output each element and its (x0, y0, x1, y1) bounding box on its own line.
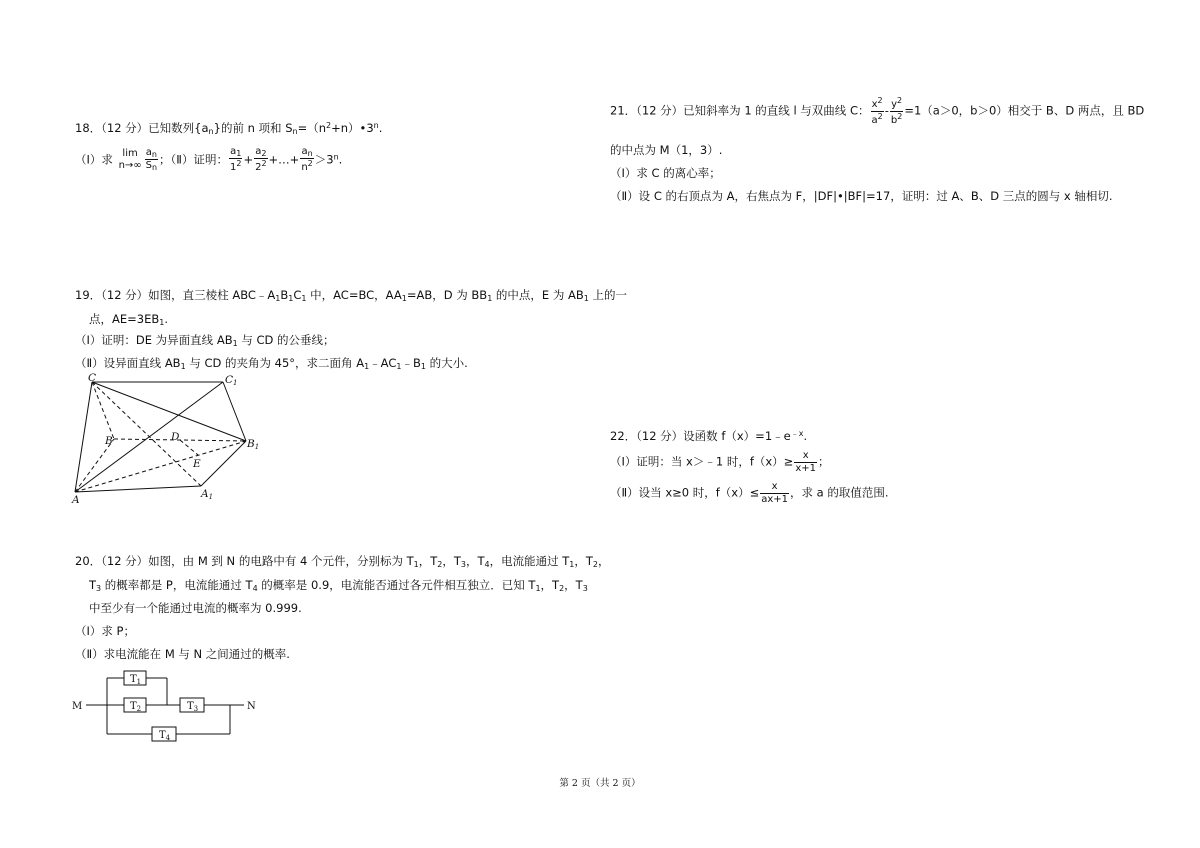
label-N: N (247, 701, 256, 712)
question-22-line-1: 22．（12 分）设函数 $f(x)=1﹣e^{﹣x}$. (610, 429, 808, 443)
fraction-x-over-ax-plus-1: $\frac{x}{ax+1}$ (761, 481, 789, 505)
question-21-line-1: 21．（12 分）已知斜率为 1 的直线 l 与双曲线 C： $\frac{x^2}{a^2}$ - $\frac{y^2}{b^2}$ =1（a＞0，b＞0）相交于 B、D 两点，且 BD (610, 96, 1145, 126)
fraction-x2-a2: $\frac{x^2}{a^2}$ (871, 96, 883, 126)
label-C1: C1 (225, 374, 238, 387)
question-21-part-1: （Ⅰ）求 C 的离心率； (610, 166, 721, 180)
fraction-x-over-x-plus-1: $\frac{x}{x+1}$ (795, 450, 816, 474)
question-19-part-2: （Ⅱ）设异面直线 $AB_1$ 与 CD 的夹角为 45°，求二面角 $A_1﹣AC_1﹣B_1$ 的大小. (75, 356, 468, 371)
question-20-line-1: 20．（12 分）如图，由 M 到 N 的电路中有 4 个元件，分别标为 $T_1$，$T_2$，$T_3$，$T_4$，电流能通过 $T_1$，$T_2$， (75, 554, 610, 569)
label-T3: $T_3$ (187, 701, 199, 713)
label-B1: B1 (247, 438, 260, 451)
fraction-an-over-sn: $\frac{a_n}{S_n}$ (145, 147, 158, 173)
fraction-term-1: $\frac{a_1}{1^2}$ (229, 146, 242, 174)
page-footer: 第 2 页（共 2 页） (559, 778, 641, 789)
question-18-parts: （Ⅰ）求 lim n→∞ $\frac{a_n}{S_n}$ ；（Ⅱ）证明： $\frac{a_1}{1^2}$ + $\frac{a_2}{2^2}$ +…+ $\frac{a_n}{n^2}$ $>3^n$. (75, 146, 343, 174)
question-20-part-1: （Ⅰ）求 P； (75, 624, 135, 638)
question-19-line-2: 点，$AE=3EB_1$. (89, 312, 168, 327)
question-18: 18．（12 分）已知数列$\{a_n\}$的前 n 项和 $S_n=(n^2+n)•3^n$. (75, 121, 383, 136)
label-T1: $T_1$ (130, 674, 142, 686)
fraction-y2-b2: $\frac{y^2}{b^2}$ (890, 96, 903, 126)
circuit-figure (70, 666, 270, 746)
question-20-part-2: （Ⅱ）求电流能在 M 与 N 之间通过的概率. (75, 647, 290, 661)
question-21-line-2: 的中点为 M（1，3）. (610, 143, 723, 157)
question-21-part-2: （Ⅱ）设 C 的右顶点为 A，右焦点为 F，|DF|•|BF|=17，证明：过 A、B、D 三点的圆与 x 轴相切. (610, 189, 1113, 203)
question-22-part-2: （Ⅱ）设当 x≥0 时，f（x）≤ $\frac{x}{ax+1}$ ，求 a 的取值范围. (610, 481, 889, 505)
question-20-line-2: $T_3$ 的概率都是 P，电流能通过 $T_4$ 的概率是 0.9，电流能否通过各元件相互独立．已知 $T_1$，$T_2$，$T_3$ (89, 578, 588, 593)
fraction-term-2: $\frac{a_2}{2^2}$ (255, 146, 267, 174)
question-19-line-1: 19．（12 分）如图，直三棱柱 $ABC﹣A_1B_1C_1$ 中，AC=BC，$AA_1=AB$，D 为 $BB_1$ 的中点，E 为 $AB_1$ 上的一 (75, 288, 628, 303)
label-T2: $T_2$ (130, 701, 142, 713)
label-C: C (88, 372, 97, 384)
fraction-term-n: $\frac{a_n}{n^2}$ (301, 146, 313, 174)
label-E: E (193, 458, 201, 470)
label-T4: $T_4$ (159, 730, 171, 742)
question-20-line-3: 中至少有一个能通过电流的概率为 0.999. (89, 601, 302, 615)
label-A1: A1 (201, 488, 214, 501)
label-D: D (171, 431, 180, 443)
limit-expression: lim n→∞ (118, 147, 142, 171)
prism-figure (68, 372, 268, 506)
question-22-part-1: （Ⅰ）证明：当 x＞﹣1 时，f（x）≥ $\frac{x}{x+1}$ ； (610, 450, 830, 474)
question-19-part-1: （Ⅰ）证明：DE 为异面直线 $AB_1$ 与 CD 的公垂线； (75, 333, 335, 348)
label-B: B (105, 435, 113, 447)
label-M: M (72, 701, 83, 712)
label-A: A (72, 494, 80, 506)
